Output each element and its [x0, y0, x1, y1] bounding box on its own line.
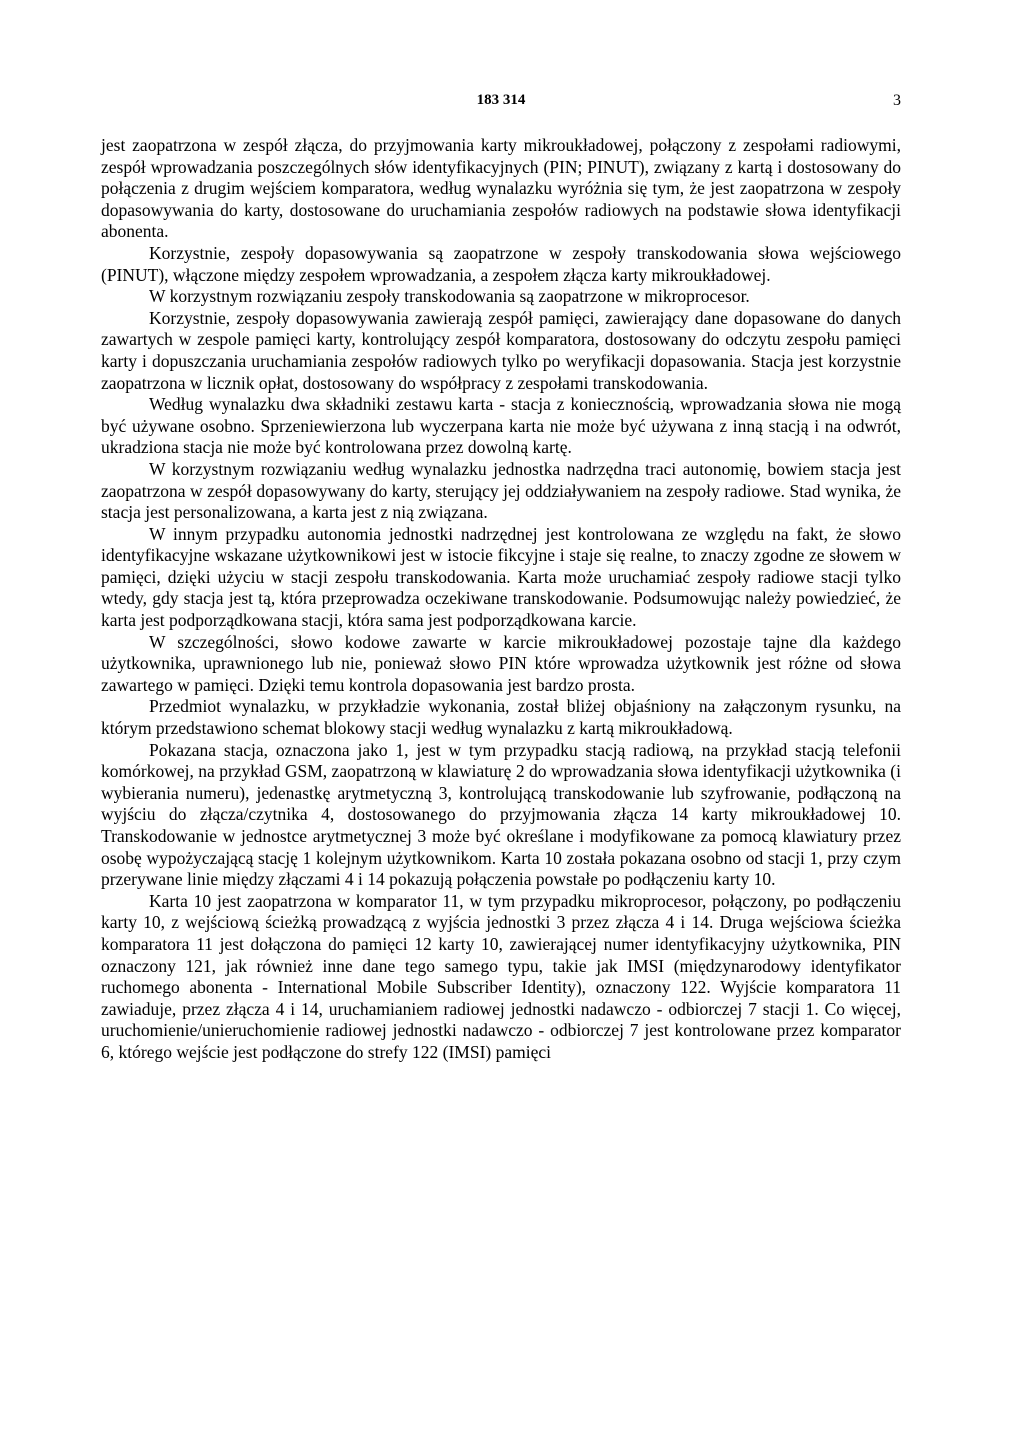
paragraph: Karta 10 jest zaopatrzona w komparator 11, w tym przypadku mikroprocesor, połączony, po podłączeniu karty 10, z wejściową ścieżką prowadzącą z wyjścia jednostki 3 przez złącza 4 i 14. Druga wejściowa ścieżka komparatora 11 jest dołączona do pamięci 12 karty 10, zawierającej numer identyfikacyjny użytkownika, PIN oznaczony 121, jak również inne dane tego samego typu, takie jak IMSI (międzynarodowy identyfikator ruchomego abonenta - International Mobile Subscriber Identity), oznaczony 122. Wyjście komparatora 11 zawiaduje, przez złącza 4 i 14, uruchamianiem radiowej jednostki nadawczo - odbiorczej 7 stacji 1. Co więcej, uruchomienie/unieruchomienie radiowej jednostki nadawczo - odbiorczej 7 jest kontrolowane przez komparator 6, którego wejście jest podłączone do strefy 122 (IMSI) pamięci: [101, 890, 901, 1062]
paragraph: Według wynalazku dwa składniki zestawu karta - stacja z koniecznością, wprowadzania słowa nie mogą być używane osobno. Sprzeniewierzona lub wyczerpana karta nie może być używana z inną stacją i na odwrót, ukradziona stacja nie może być kontrolowana przez dowolną kartę.: [101, 394, 901, 458]
paragraph: jest zaopatrzona w zespół złącza, do przyjmowania karty mikroukładowej, połączony z zespołami radiowymi, zespół wprowadzania poszczególnych słów identyfikacyjnych (PIN; PINUT), związany z kartą i dostosowany do połączenia z drugim wejściem komparatora, według wynalazku wyróżnia się tym, że jest zaopatrzona w zespoły dopasowywania do karty, dostosowane do uruchamiania zespołów radiowych na podstawie słowa identyfikacji abonenta.: [101, 135, 901, 242]
page-header: [101, 92, 901, 114]
page-number: 3: [893, 92, 901, 109]
paragraph: W innym przypadku autonomia jednostki nadrzędnej jest kontrolowana ze względu na fakt, że słowo identyfikacyjne wskazane użytkownikowi jest w istocie fikcyjne i staje się realne, to znaczy zgodne ze słowem w pamięci, dzięki użyciu w stacji zespołu transkodowania. Karta może uruchamiać zespoły radiowe stacji tylko wtedy, gdy stacja jest tą, która przeprowadza oczekiwane transkodowanie. Podsumowując należy powiedzieć, że karta jest podporządkowana stacji, która sama jest podporządkowana karcie.: [101, 523, 901, 631]
paragraph: Pokazana stacja, oznaczona jako 1, jest w tym przypadku stacją radiową, na przykład stacją telefonii komórkowej, na przykład GSM, zaopatrzoną w klawiaturę 2 do wprowadzania słowa identyfikacji użytkownika (i wybierania numeru), jedenastkę arytmetyczną 3, kontrolującą transkodowanie lub szyfrowanie, podłączoną na wyjściu do złącza/czytnika 4, dostosowanego do przyjmowania złącza 14 karty mikroukładowej 10. Transkodowanie w jednostce arytmetycznej 3 może być określane i modyfikowane za pomocą klawiatury przez osobę wypożyczającą stację 1 kolejnym użytkownikom. Karta 10 została pokazana osobno od stacji 1, przy czym przerywane linie między złączami 4 i 14 pokazują połączenia powstałe po podłączeniu karty 10.: [101, 739, 901, 890]
paragraph: W szczególności, słowo kodowe zawarte w karcie mikroukładowej pozostaje tajne dla każdego użytkownika, uprawnionego lub nie, ponieważ słowo PIN które wprowadza użytkownik jest różne od słowa zawartego w pamięci. Dzięki temu kontrola dopasowania jest bardzo prosta.: [101, 631, 901, 695]
paragraph: Korzystnie, zespoły dopasowywania zawierają zespół pamięci, zawierający dane dopasowane do danych zawartych w zespole pamięci karty, kontrolujący zespół komparatora, dostosowany do odczytu zespołu pamięci karty i dopuszczania uruchamiania zespołów radiowych tylko po weryfikacji dopasowania. Stacja jest korzystnie zaopatrzona w licznik opłat, dostosowany do współpracy z zespołami transkodowania.: [101, 307, 901, 393]
document-number: 183 314: [476, 92, 526, 108]
document-body: [101, 135, 901, 1064]
paragraph: Przedmiot wynalazku, w przykładzie wykonania, został bliżej objaśniony na załączonym rysunku, na którym przedstawiono schemat blokowy stacji według wynalazku z kartą mikroukładową.: [101, 696, 901, 739]
paragraph: W korzystnym rozwiązaniu zespoły transkodowania są zaopatrzone w mikroprocesor.: [149, 286, 750, 307]
paragraph: Korzystnie, zespoły dopasowywania są zaopatrzone w zespoły transkodowania słowa wejściowego (PINUT), włączone między zespołem wprowadzania, a zespołem złącza karty mikroukładowej.: [101, 242, 901, 285]
paragraph: W korzystnym rozwiązaniu według wynalazku jednostka nadrzędna traci autonomię, bowiem stacja jest zaopatrzona w zespół dopasowywany do karty, sterujący jej oddziaływaniem na zespoły radiowe. Stad wynika, że stacja jest personalizowana, a karta jest z nią związana.: [101, 458, 901, 523]
